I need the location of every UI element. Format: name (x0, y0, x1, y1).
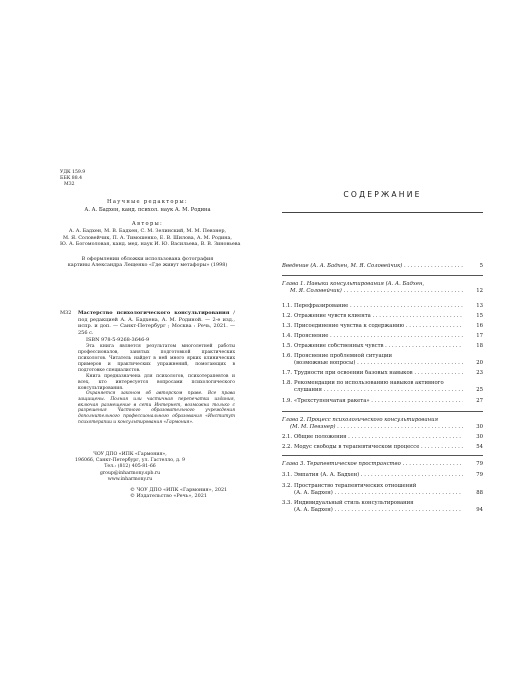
toc-entry-number: 3.1. (282, 472, 293, 478)
authors-line: Ю. А. Богомоловая, канд. мед. наук И. Ю. Васильева, В. В. Зиновьева (60, 241, 241, 248)
toc-entry-title: Перефразирование (294, 303, 349, 309)
publisher-email: group@inharmony.spb.ru (99, 470, 161, 476)
toc-entry[interactable] (282, 434, 483, 441)
toc-entry[interactable] (282, 483, 483, 496)
toc-entry-number: 1.3. (282, 323, 293, 329)
dot-leader (355, 360, 463, 366)
dot-leader (419, 444, 463, 450)
publisher-address: 196066, Санкт-Петербург, ул. Гастелло, д. 9 (75, 458, 185, 464)
section-divider (282, 411, 483, 412)
bibliographic-record (60, 310, 235, 344)
dot-leader (328, 333, 463, 339)
toc-entry-number: 1.6. (282, 353, 293, 359)
copyright-lines (130, 487, 235, 500)
toc-entry[interactable] (282, 380, 483, 393)
toc-page-number: 15 (476, 313, 483, 319)
toc-entry-title: М. Я. Соловейчик) (290, 287, 342, 294)
toc-page-number: 5 (479, 263, 483, 269)
classification-codes (60, 170, 85, 188)
toc-entry[interactable] (282, 281, 483, 294)
toc-entry[interactable] (282, 472, 483, 479)
toc-entry-number: 1.9. (282, 398, 293, 404)
copyright-line: © ЧОУ ДПО «ИПК «Гармония», 2021 (130, 487, 228, 493)
dot-leader (322, 387, 463, 393)
annotation-paragraph: Эта книга является результатом многолетней работы профессионалов, занятых подготовкой практических психологов. Читатель найдет в ней много ярких клинических примеров и практических упражнений, помогающих в подготовке специалистов. (78, 344, 235, 373)
toc-entry-title: Эмпатия (А. А. Бадхен) (294, 472, 360, 478)
toc-entry-number: 2.1. (282, 434, 293, 440)
toc-entry-title: Индивидуальный стиль консультирования (294, 500, 414, 506)
dot-leader (384, 343, 464, 349)
toc-entry-title: (А. А. Бадхен) (294, 489, 333, 496)
toc-page-number: 18 (476, 343, 483, 349)
toc-entry-title: (А. А. Бадхен) (294, 506, 333, 513)
toc-entry[interactable] (282, 323, 483, 330)
dot-leader (333, 490, 463, 496)
toc-entry-title: Глава 2. Процесс психологического консультирования (282, 417, 439, 423)
annotation (78, 344, 235, 392)
toc-entry-title: Отражение чувств клиента (294, 313, 371, 319)
toc-entry-title: (возможные вопросы) (294, 359, 356, 366)
annotation-paragraph: Книга предназначена для психологов, психотерапевтов и всех, кто интересуется вопросами психологического консультирования. (78, 374, 235, 391)
toc-entry-number: 2.2. (282, 444, 293, 450)
biblio-details: / под редакцией А. А. Бадхена, А. М. Родиной. — 2-е изд., испр. и доп. — Санкт-Петербург ; Москва : Речь, 2021. — 256 с. (78, 310, 235, 336)
toc-page-number: 54 (476, 444, 483, 450)
dot-leader (342, 288, 463, 294)
publisher-phone: Тел.: (812) 405-81-66 (104, 464, 156, 470)
left-page (60, 170, 241, 500)
section-divider (282, 455, 483, 456)
publisher-name: ЧОУ ДПО «ИПК «Гармония», (93, 452, 167, 457)
toc-entry[interactable] (282, 461, 483, 468)
toc-entry-title: Введение (А. А. Бадхен, М. Я. Соловейчик) (282, 263, 403, 269)
author-mark: М32 (64, 182, 75, 187)
dot-leader (333, 507, 463, 513)
publisher-website: www.inharmony.ru (107, 476, 153, 482)
toc-entry[interactable] (282, 303, 483, 310)
copyright-line: © Издательство «Речь», 2021 (130, 493, 207, 500)
dot-leader (402, 263, 463, 269)
toc-entry-title: Глава 3. Терапевтическое пространство (282, 461, 401, 467)
toc-entry-title: Глава 1. Навыки консультирования (А. А. Бадхен, (282, 281, 425, 287)
toc-page-number: 79 (476, 472, 483, 478)
toc-entry-title: Присоединение чувства к содержанию (294, 323, 405, 329)
dot-leader (404, 323, 463, 329)
toc-page-number: 16 (476, 323, 483, 329)
cover-note-line: В оформлении обложки использована фотография (81, 256, 214, 262)
cover-note (60, 256, 235, 269)
editors-list: А. А. Бадхен, канд. психол. наук А. М. Родина (84, 207, 211, 213)
authors-line: М. Я. Соловейчик, П. А. Тимошенко, Е. В. Шилова, А. М. Родина, (63, 234, 232, 241)
toc-entry-number: 1.5. (282, 343, 293, 349)
toc-page-number: 12 (476, 287, 483, 294)
toc-page-number: 20 (476, 359, 483, 366)
dot-leader (370, 398, 463, 404)
toc-entries (282, 185, 483, 525)
toc-page-number: 30 (476, 423, 483, 430)
dot-leader (401, 461, 463, 467)
toc-entry-title: слушания (294, 386, 322, 393)
toc-page-number: 88 (476, 489, 483, 496)
toc-entry-title: Модус свободы в терапевтическом процессе (294, 444, 420, 450)
toc-page-number: 17 (476, 333, 483, 339)
authors-list (60, 228, 241, 248)
cover-note-line: картины Александра Лещенко «Где живут метафоры» (1998) (67, 262, 228, 269)
toc-entry[interactable] (282, 500, 483, 513)
section-divider (282, 275, 483, 276)
bbk-code: ББК 88.4 (60, 176, 82, 181)
authors-heading: Авторы: (131, 221, 164, 227)
authors-line: А. А. Бадхен, М. В. Бадхен, С. М. Зелинский, М. М. Певзнер, (68, 228, 227, 234)
toc-entry[interactable] (282, 417, 483, 430)
copyright-notice: Охраняется законом об авторском праве. Все права защищены. Полная или частичная перепечатка издания, включая размещение в сети Интернет, возможна только с разрешения Частного образовательного учреждения дополнительного профессионального образования «Институт психотерапии и консультирования «Гармония». (78, 391, 235, 425)
toc-page-number: 23 (476, 370, 483, 376)
toc-entry[interactable] (282, 343, 483, 350)
publisher-info (60, 452, 200, 483)
toc-entry-number: 1.1. (282, 303, 293, 309)
dot-leader (371, 313, 463, 319)
toc-entry-title: (М. М. Певзнер) (290, 423, 336, 430)
toc-entry-number: 1.8. (282, 380, 293, 386)
toc-entry-title: Прояснение проблемной ситуации (294, 353, 393, 359)
toc-entry-title: Отражение собственных чувств (294, 343, 384, 349)
toc-entry-number: 1.2. (282, 313, 293, 319)
editors-heading: Научные редакторы: (107, 199, 188, 205)
dot-leader (335, 424, 463, 430)
toc-page-number: 25 (476, 386, 483, 393)
toc-page-number: 94 (476, 506, 483, 513)
toc-title: СОДЕРЖАНИЕ (343, 190, 422, 199)
toc-entry-number: 3.2. (282, 483, 293, 489)
toc-entry-title: Рекомендации по использованию навыков активного (294, 380, 444, 386)
toc-page-number: 30 (476, 434, 483, 440)
toc-entry[interactable] (282, 398, 483, 405)
toc-entry[interactable] (282, 333, 483, 340)
toc-entry[interactable] (282, 353, 483, 366)
toc-entry[interactable] (282, 444, 483, 451)
right-page (282, 185, 483, 525)
toc-page-number: 13 (476, 303, 483, 309)
toc-entry-number: 3.3. (282, 500, 293, 506)
toc-entry-title: Общие положения (294, 434, 347, 440)
dot-leader (359, 472, 463, 478)
biblio-code: М32 (60, 310, 72, 316)
toc-entry-number: 1.4. (282, 333, 293, 339)
toc-entry-title: Прояснение (294, 333, 329, 339)
toc-entry-title: Пространство терапевтических отношений (294, 483, 417, 489)
dot-leader (413, 370, 463, 376)
toc-page-number: 27 (476, 398, 483, 404)
toc-entry[interactable] (282, 370, 483, 377)
toc-entry[interactable] (282, 263, 483, 270)
toc-page-number: 79 (476, 461, 483, 467)
toc-entry[interactable] (282, 313, 483, 320)
udc-code: УДК 159.9 (60, 170, 86, 175)
book-title: Мастерство психологического консультирования (78, 310, 230, 316)
toc-entry-number: 1.7. (282, 370, 293, 376)
toc-entry-title: «Трехступенчатая ракета» (294, 398, 370, 404)
isbn: ISBN 978-5-9268-3646-9 (86, 337, 150, 344)
toc-entry-title: Трудности при освоении базовых навыков (294, 370, 413, 376)
dot-leader (348, 303, 463, 309)
dot-leader (347, 434, 464, 440)
